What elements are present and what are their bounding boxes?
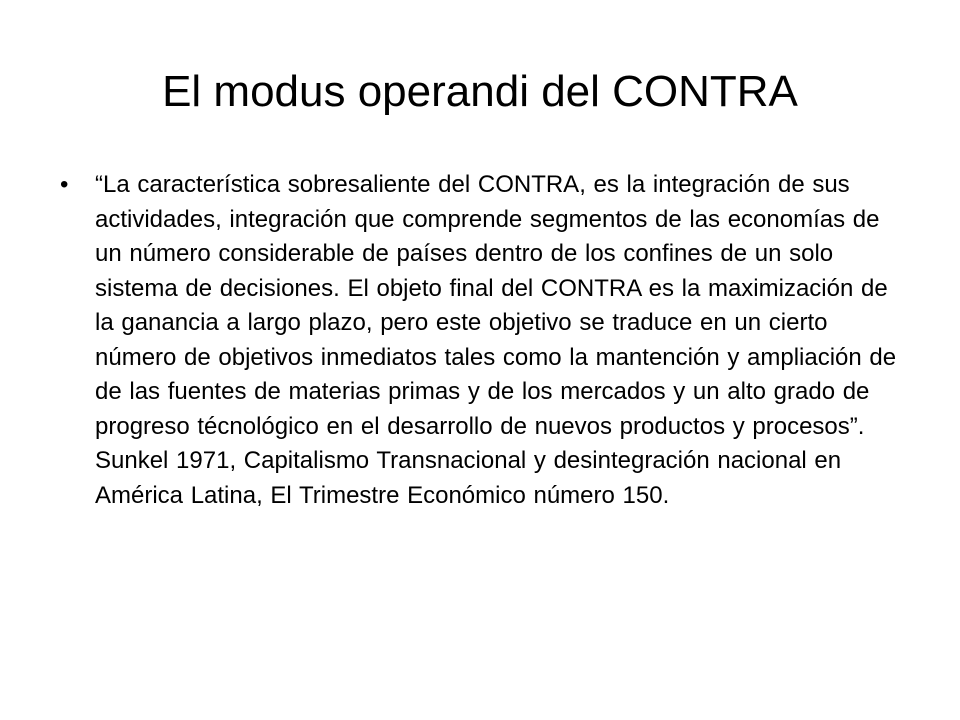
bullet-item xyxy=(60,168,910,513)
slide-title: El modus operandi del CONTRA xyxy=(162,67,798,116)
bullet-text: “La característica sobresaliente del CONTRA, es la integración de sus actividades, integración que comprende segmentos de las economías de un número considerable de países dentro de los confines de un solo sistema de decisiones. El objeto final del CONTRA es la maximización de la ganancia a largo plazo, pero este objetivo se traduce en un cierto número de objetivos inmediatos tales como la mantención y ampliación de de las fuentes de materias primas y de los mercados y un alto grado de progreso técnológico en el desarrollo de nuevos productos y procesos”. Sunkel 1971, Capitalismo Transnacional y desintegración nacional en América Latina, El Trimestre Económico número 150. xyxy=(95,171,897,509)
slide-body xyxy=(60,168,910,513)
bullet-icon: • xyxy=(60,171,69,198)
